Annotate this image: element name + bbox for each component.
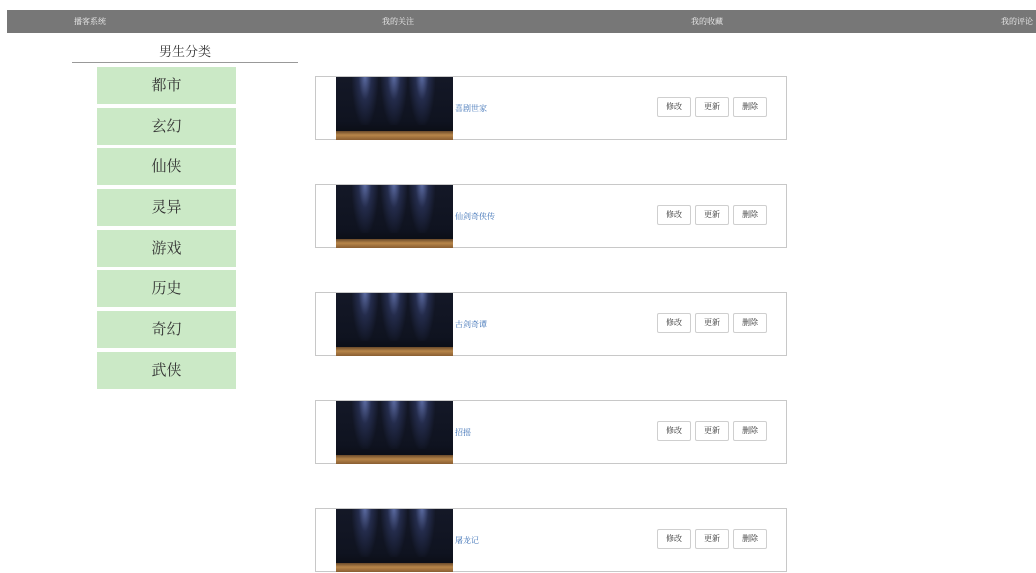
podcast-title-link[interactable]: 招摇 — [455, 428, 471, 437]
edit-button[interactable]: 修改 — [657, 421, 691, 441]
nav-comments-link[interactable]: 我的评论 — [1001, 17, 1033, 26]
category-item-qihuan[interactable]: 奇幻 — [97, 311, 236, 348]
update-button[interactable]: 更新 — [695, 421, 729, 441]
update-button[interactable]: 更新 — [695, 97, 729, 117]
delete-button[interactable]: 删除 — [733, 529, 767, 549]
nav-home-link[interactable]: 播客系统 — [74, 17, 106, 26]
stage-thumbnail[interactable] — [336, 293, 453, 356]
category-item-lingyi[interactable]: 灵异 — [97, 189, 236, 226]
update-button[interactable]: 更新 — [695, 205, 729, 225]
category-sidebar — [72, 43, 298, 379]
podcast-card — [315, 292, 787, 356]
update-button[interactable]: 更新 — [695, 313, 729, 333]
stage-thumbnail[interactable] — [336, 509, 453, 572]
delete-button[interactable]: 删除 — [733, 97, 767, 117]
category-item-youxi[interactable]: 游戏 — [97, 230, 236, 267]
podcast-title-link[interactable]: 仙剑奇侠传 — [455, 212, 495, 221]
edit-button[interactable]: 修改 — [657, 529, 691, 549]
stage-thumbnail[interactable] — [336, 185, 453, 248]
podcast-card — [315, 508, 787, 572]
edit-button[interactable]: 修改 — [657, 205, 691, 225]
nav-follow-link[interactable]: 我的关注 — [382, 17, 414, 26]
delete-button[interactable]: 删除 — [733, 205, 767, 225]
category-item-xuanhuan[interactable]: 玄幻 — [97, 108, 236, 145]
category-item-wuxia[interactable]: 武侠 — [97, 352, 236, 389]
podcast-card — [315, 184, 787, 248]
stage-thumbnail[interactable] — [336, 401, 453, 464]
nav-favorites-link[interactable]: 我的收藏 — [691, 17, 723, 26]
podcast-title-link[interactable]: 屠龙记 — [455, 536, 479, 545]
sidebar-title: 男生分类 — [72, 43, 298, 63]
category-item-xianxia[interactable]: 仙侠 — [97, 148, 236, 185]
podcast-card — [315, 400, 787, 464]
category-item-lishi[interactable]: 历史 — [97, 270, 236, 307]
podcast-title-link[interactable]: 古剑奇谭 — [455, 320, 487, 329]
category-list — [97, 67, 236, 393]
edit-button[interactable]: 修改 — [657, 97, 691, 117]
delete-button[interactable]: 删除 — [733, 313, 767, 333]
update-button[interactable]: 更新 — [695, 529, 729, 549]
podcast-card — [315, 76, 787, 140]
top-nav-bar — [7, 10, 1036, 33]
category-item-dushi[interactable]: 都市 — [97, 67, 236, 104]
podcast-title-link[interactable]: 喜剧世家 — [455, 104, 487, 113]
delete-button[interactable]: 删除 — [733, 421, 767, 441]
edit-button[interactable]: 修改 — [657, 313, 691, 333]
stage-thumbnail[interactable] — [336, 77, 453, 140]
